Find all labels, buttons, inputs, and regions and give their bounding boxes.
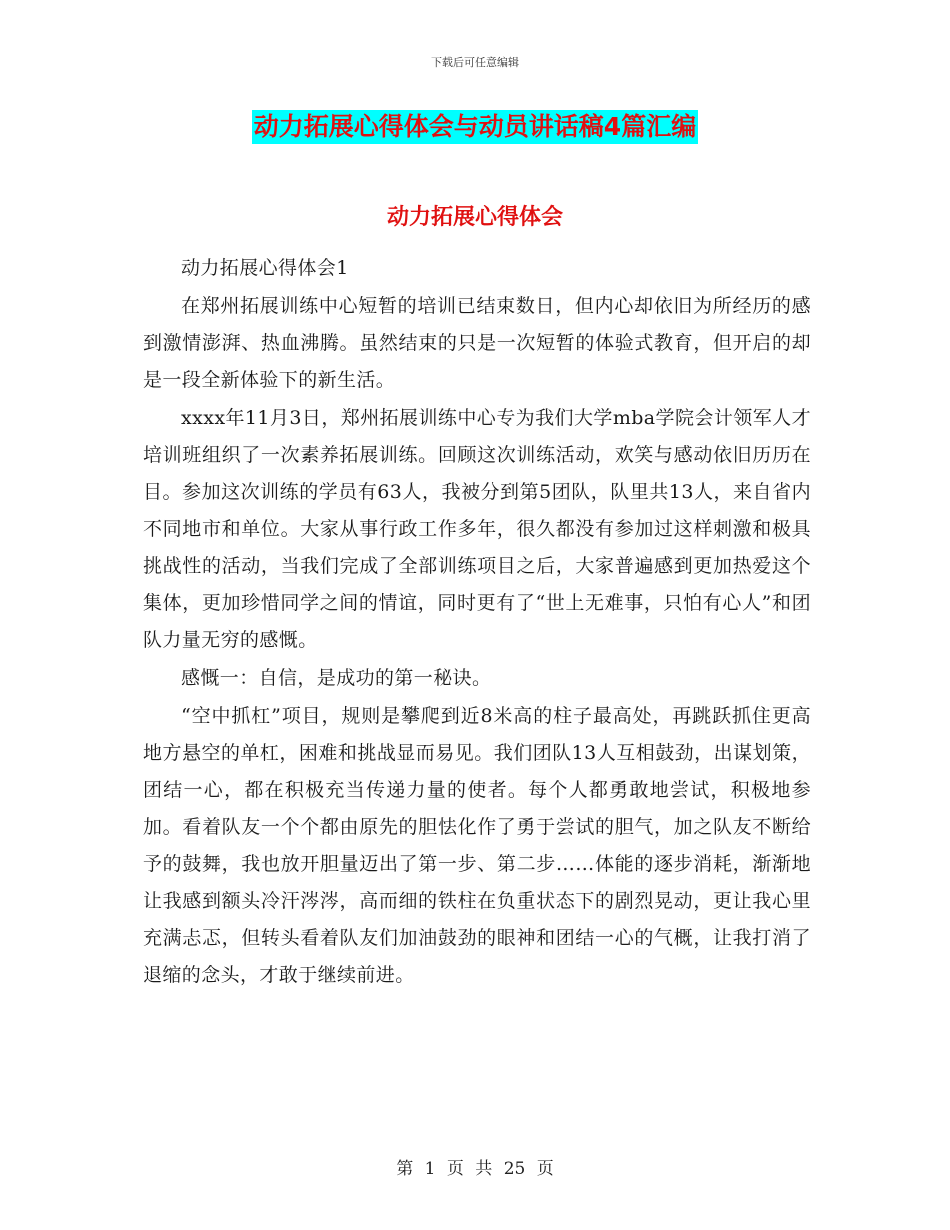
main-title: 动力拓展心得体会与动员讲话稿4篇汇编: [252, 110, 698, 144]
header-note: 下载后可任意编辑: [431, 56, 519, 69]
paragraph: xxxx年11月3日，郑州拓展训练中心专为我们大学mba学院会计领军人才培训班组织了一次素养拓展训练。回顾这次训练活动，欢笑与感动依旧历历在目。参加这次训练的学员有63人，我被分到第5团队，队里共13人，来自省内不同地市和单位。大家从事行政工作多年，很久都没有参加过这样刺激和极具挑战性的活动，当我们完成了全部训练项目之后，大家普遍感到更加热爱这个集体，更加珍惜同学之间的情谊，同时更有了“世上无难事，只怕有心人”和团队力量无穷的感慨。: [143, 407, 811, 651]
paragraph: 在郑州拓展训练中心短暂的培训已结束数日，但内心却依旧为所经历的感到激情澎湃、热血沸腾。虽然结束的只是一次短暂的体验式教育，但开启的却是一段全新体验下的新生活。: [143, 295, 811, 391]
paragraph-subheading: 动力拓展心得体会1: [181, 257, 349, 279]
main-title-container: [0, 110, 950, 144]
section-title: 动力拓展心得体会: [386, 205, 563, 230]
document-body: [143, 250, 811, 995]
page-footer: 第 1 页 共 25 页: [396, 1159, 554, 1179]
paragraph-subheading: 感慨一：自信，是成功的第一秘诀。: [181, 667, 492, 689]
paragraph: “空中抓杠”项目，规则是攀爬到近8米高的柱子最高处，再跳跃抓住更高地方悬空的单杠，困难和挑战显而易见。我们团队13人互相鼓劲，出谋划策，团结一心，都在积极充当传递力量的使者。每个人都勇敢地尝试，积极地参加。看着队友一个个都由原先的胆怯化作了勇于尝试的胆气，加之队友不断给予的鼓舞，我也放开胆量迈出了第一步、第二步……体能的逐步消耗，渐渐地让我感到额头冷汗涔涔，高而细的铁柱在负重状态下的剧烈晃动，更让我心里充满忐忑，但转头看着队友们加油鼓劲的眼神和团结一心的气概，让我打消了退缩的念头，才敢于继续前进。: [143, 705, 811, 986]
